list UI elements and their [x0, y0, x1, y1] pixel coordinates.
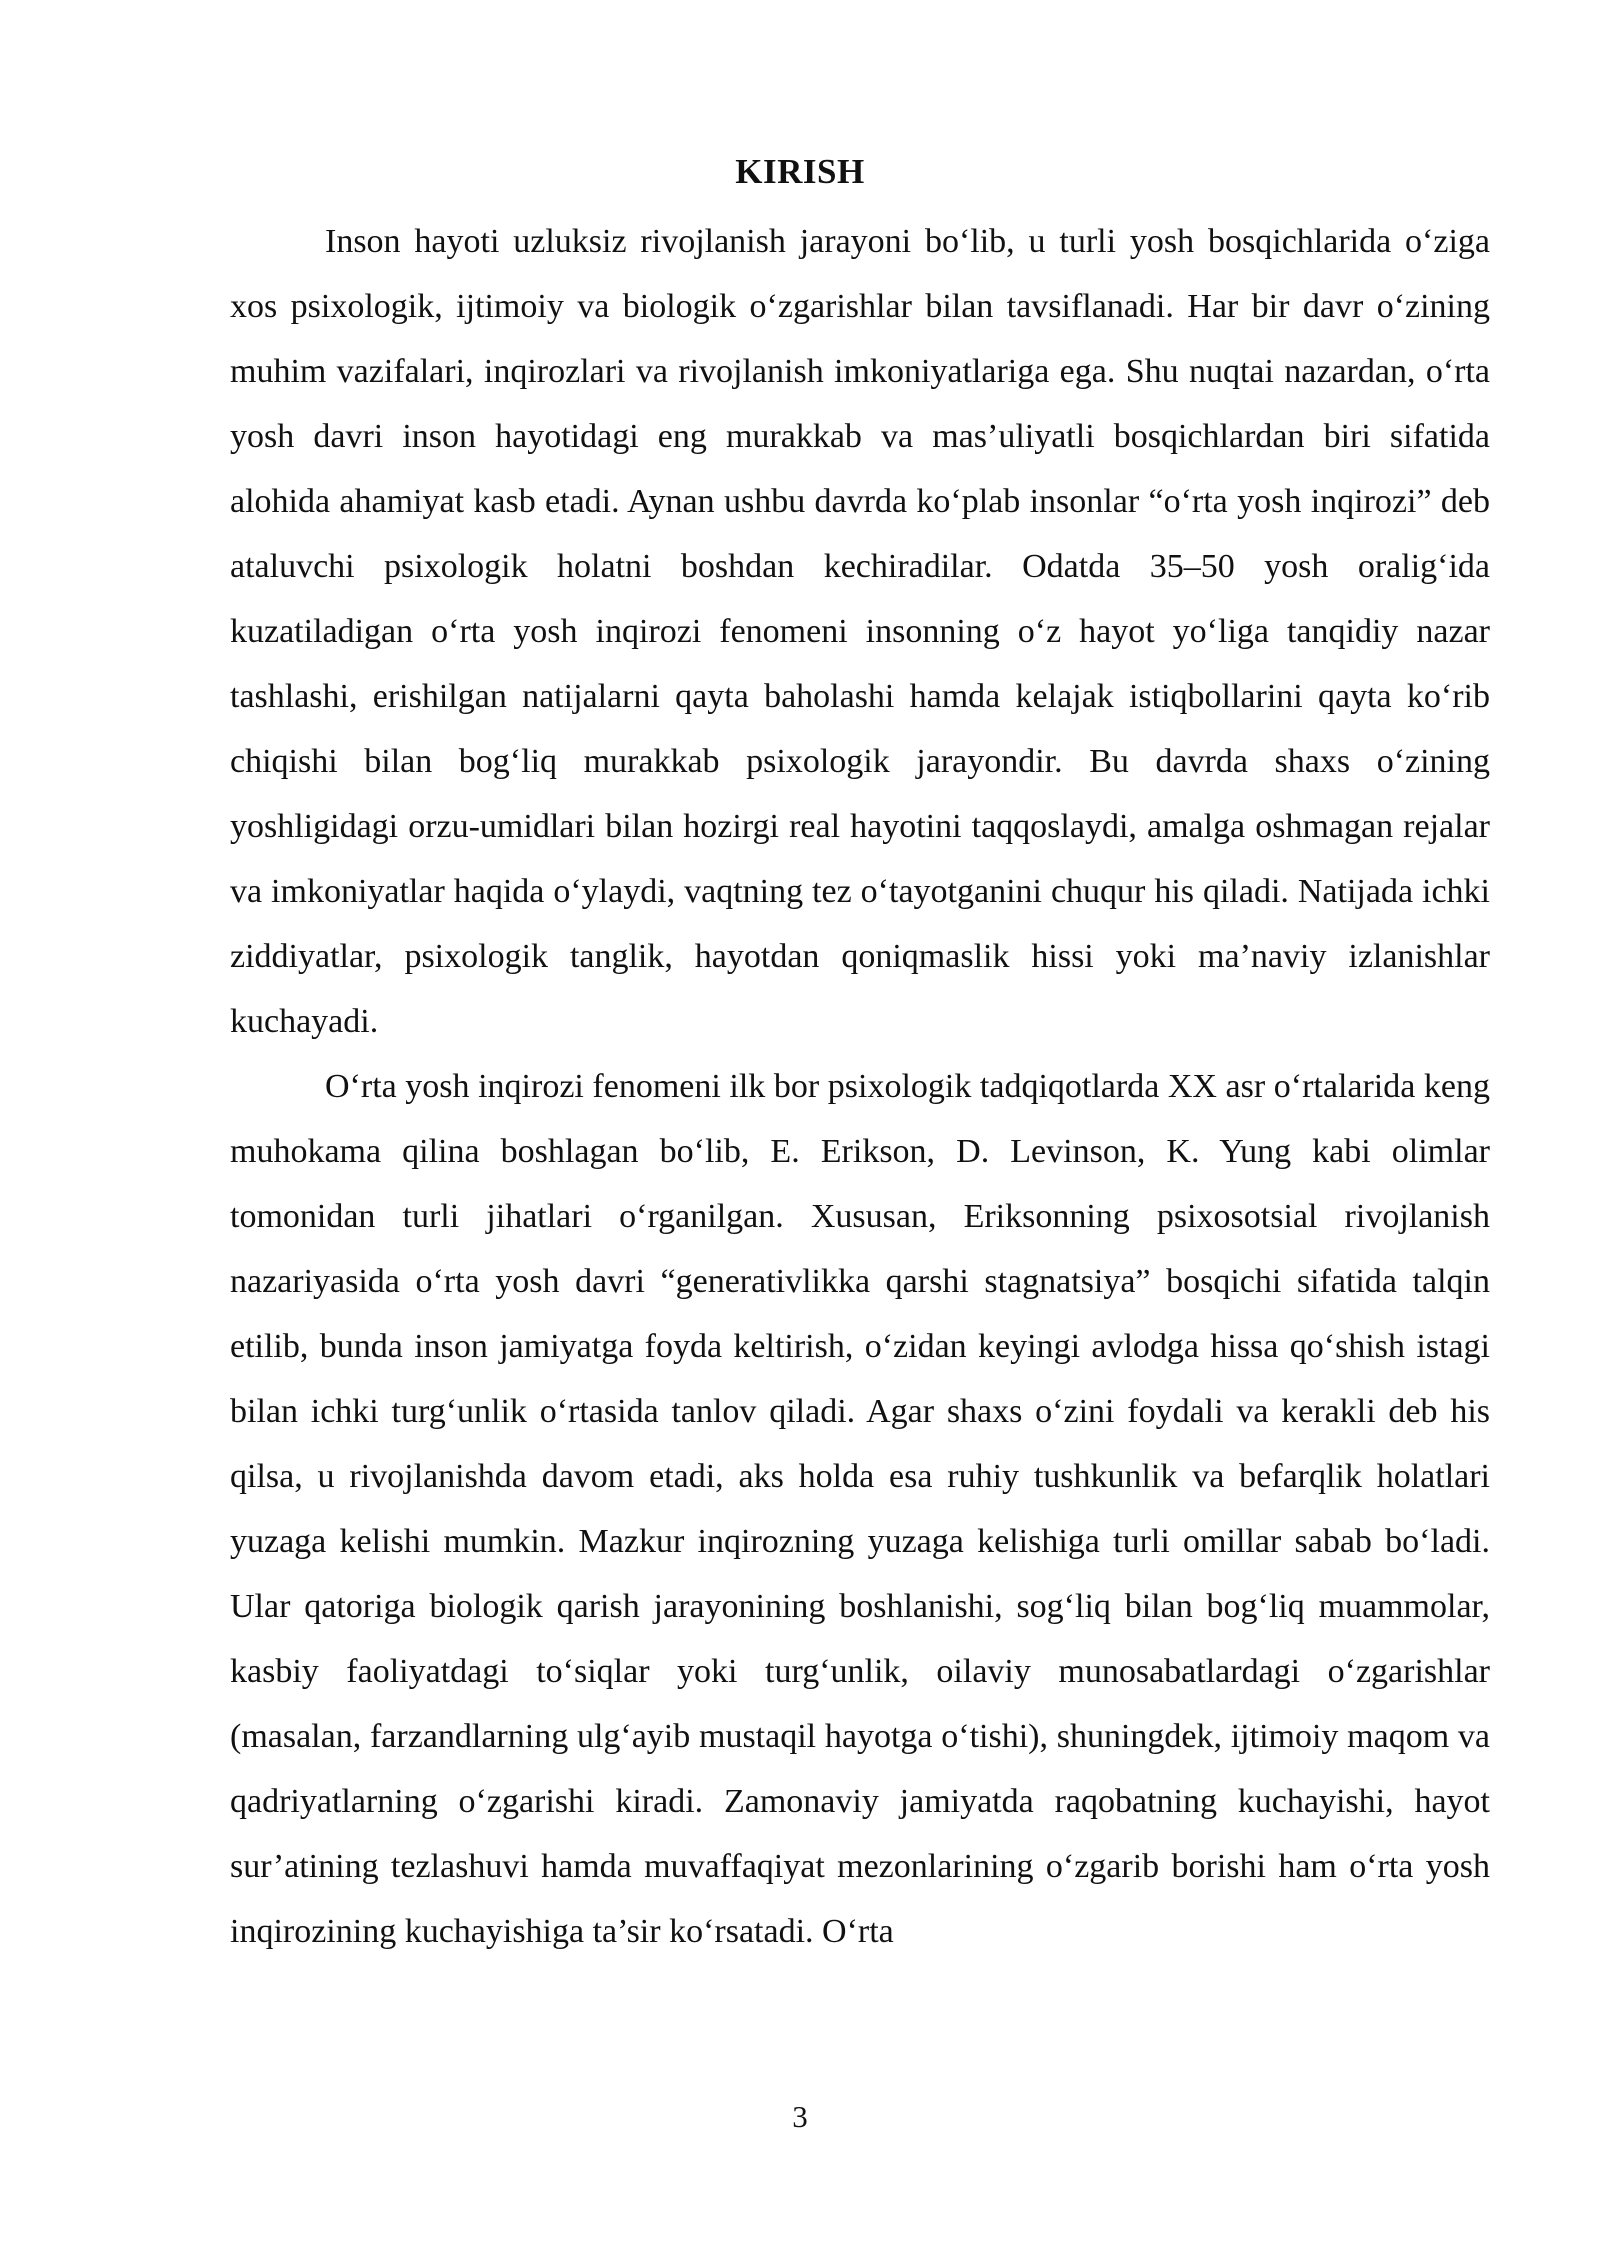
paragraph: Inson hayoti uzluksiz rivojlanish jarayoni bo‘lib, u turli yosh bosqichlarida o‘ziga xos psixologik, ijtimoiy va biologik o‘zgarishlar bilan tavsiflanadi. Har bir davr o‘zining muhim vazifalari, inqirozlari va rivojlanish imkoniyatlariga ega. Shu nuqtai nazardan, o‘rta yosh davri inson hayotidagi eng murakkab va mas’uliyatli bosqichlardan biri sifatida alohida ahamiyat kasb etadi. Aynan ushbu davrda ko‘plab insonlar “o‘rta yosh inqirozi” deb ataluvchi psixologik holatni boshdan kechiradilar. Odatda 35–50 yosh oralig‘ida kuzatiladigan o‘rta yosh inqirozi fenomeni insonning o‘z hayot yo‘liga tanqidiy nazar tashlashi, erishilgan natijalarni qayta baholashi hamda kelajak istiqbollarini qayta ko‘rib chiqishi bilan bog‘liq murakkab psixologik jarayondir. Bu davrda shaxs o‘zining yoshligidagi orzu-umidlari bilan hozirgi real hayotini taqqoslaydi, amalga oshmagan rejalar va imkoniyatlar haqida o‘ylaydi, vaqtning tez o‘tayotganini chuqur his qiladi. Natijada ichki ziddiyatlar, psixologik tanglik, hayotdan qoniqmaslik hissi yoki ma’naviy izlanishlar kuchayadi. [230, 223, 1490, 1040]
section-title: KIRISH [735, 152, 865, 191]
paragraph: O‘rta yosh inqirozi fenomeni ilk bor psixologik tadqiqotlarda XX asr o‘rtalarida keng muhokama qilina boshlagan bo‘lib, E. Erikson, D. Levinson, K. Yung kabi olimlar tomonidan turli jihatlari o‘rganilgan. Xususan, Eriksonning psixosotsial rivojlanish nazariyasida o‘rta yosh davri “generativlikka qarshi stagnatsiya” bosqichi sifatida talqin etilib, bunda inson jamiyatga foyda keltirish, o‘zidan keyingi avlodga hissa qo‘shish istagi bilan ichki turg‘unlik o‘rtasida tanlov qiladi. Agar shaxs o‘zini foydali va kerakli deb his qilsa, u rivojlanishda davom etadi, aks holda esa ruhiy tushkunlik va befarqlik holatlari yuzaga kelishi mumkin. Mazkur inqirozning yuzaga kelishiga turli omillar sabab bo‘ladi. Ular qatoriga biologik qarish jarayonining boshlanishi, sog‘liq bilan bog‘liq muammolar, kasbiy faoliyatdagi to‘siqlar yoki turg‘unlik, oilaviy munosabatlardagi o‘zgarishlar (masalan, farzandlarning ulg‘ayib mustaqil hayotga o‘tishi), shuningdek, ijtimoiy maqom va qadriyatlarning o‘zgarishi kiradi. Zamonaviy jamiyatda raqobatning kuchayishi, hayot sur’atining tezlashuvi hamda muvaffaqiyat mezonlarining o‘zgarib borishi ham o‘rta yosh inqirozining kuchayishiga ta’sir ko‘rsatadi. O‘rta [230, 1068, 1490, 1950]
body-text [230, 209, 1490, 1964]
page-number: 3 [792, 2099, 808, 2134]
